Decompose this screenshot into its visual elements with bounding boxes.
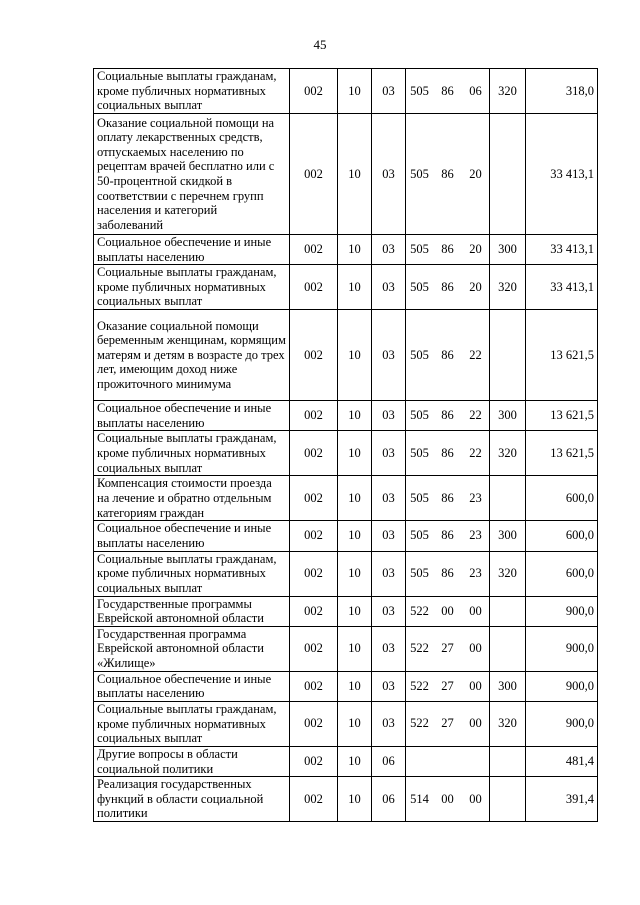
- section-code-cell: 10: [338, 114, 372, 235]
- target-article-part: 505: [410, 408, 429, 423]
- section-code-cell: 10: [338, 746, 372, 776]
- subsection-code-cell: 03: [372, 235, 406, 265]
- expense-type-cell: [490, 114, 526, 235]
- table-row: [94, 626, 598, 671]
- target-article-cell: [406, 521, 490, 551]
- table-row: [94, 596, 598, 626]
- expense-type-cell: [490, 626, 526, 671]
- target-article-cell: [406, 310, 490, 401]
- target-article-part: 86: [441, 279, 454, 294]
- subsection-code-cell: 03: [372, 551, 406, 596]
- ministry-code-cell: 002: [290, 671, 338, 701]
- section-code-cell: 10: [338, 265, 372, 310]
- target-article-part: 22: [469, 347, 482, 362]
- target-article-part: 23: [469, 528, 482, 543]
- target-article-part: 86: [441, 445, 454, 460]
- expense-type-cell: 320: [490, 265, 526, 310]
- ministry-code-cell: 002: [290, 596, 338, 626]
- target-article-part: 22: [469, 408, 482, 423]
- ministry-code-cell: 002: [290, 746, 338, 776]
- target-article-part: 522: [410, 641, 429, 656]
- table-row: [94, 476, 598, 521]
- expense-type-cell: 320: [490, 431, 526, 476]
- section-code-cell: 10: [338, 596, 372, 626]
- section-code-cell: 10: [338, 310, 372, 401]
- target-article-part: 522: [410, 678, 429, 693]
- target-article-part: 00: [441, 791, 454, 806]
- target-article-cell: [406, 114, 490, 235]
- subsection-code-cell: 03: [372, 671, 406, 701]
- table-row: [94, 235, 598, 265]
- subsection-code-cell: 06: [372, 746, 406, 776]
- target-article-part: 86: [441, 490, 454, 505]
- target-article-part: 86: [441, 83, 454, 98]
- expense-type-cell: [490, 476, 526, 521]
- amount-cell: 13 621,5: [526, 310, 598, 401]
- section-code-cell: 10: [338, 551, 372, 596]
- target-article-part: 00: [469, 716, 482, 731]
- expense-type-cell: [490, 310, 526, 401]
- table-row: [94, 777, 598, 822]
- ministry-code-cell: 002: [290, 777, 338, 822]
- table-row: [94, 521, 598, 551]
- row-name-cell: Компенсация стоимости проезда на лечение и обратно отдельным категориям граждан: [94, 476, 290, 521]
- target-article-part: 20: [469, 279, 482, 294]
- target-article-part: 505: [410, 242, 429, 257]
- target-article-cell: [406, 476, 490, 521]
- amount-cell: 900,0: [526, 701, 598, 746]
- amount-cell: 900,0: [526, 671, 598, 701]
- target-article-part: 20: [469, 242, 482, 257]
- target-article-cell: [406, 746, 490, 776]
- target-article-cell: [406, 431, 490, 476]
- row-name-cell: Реализация государственных функций в области социальной политики: [94, 777, 290, 822]
- target-article-part: 86: [441, 528, 454, 543]
- target-article-part: 505: [410, 166, 429, 181]
- amount-cell: 13 621,5: [526, 431, 598, 476]
- target-article-part: 505: [410, 528, 429, 543]
- target-article-cell: [406, 401, 490, 431]
- table-row: [94, 746, 598, 776]
- amount-cell: 391,4: [526, 777, 598, 822]
- amount-cell: 900,0: [526, 596, 598, 626]
- amount-cell: 33 413,1: [526, 235, 598, 265]
- target-article-part: 86: [441, 347, 454, 362]
- target-article-cell: [406, 777, 490, 822]
- section-code-cell: 10: [338, 476, 372, 521]
- amount-cell: 900,0: [526, 626, 598, 671]
- target-article-part: 522: [410, 716, 429, 731]
- row-name-cell: Социальные выплаты гражданам, кроме публичных нормативных социальных выплат: [94, 69, 290, 114]
- subsection-code-cell: 03: [372, 596, 406, 626]
- target-article-part: 86: [441, 166, 454, 181]
- target-article-cell: [406, 551, 490, 596]
- row-name-cell: Социальные выплаты гражданам, кроме публичных нормативных социальных выплат: [94, 551, 290, 596]
- target-article-cell: [406, 265, 490, 310]
- target-article-part: 505: [410, 566, 429, 581]
- ministry-code-cell: 002: [290, 401, 338, 431]
- target-article-part: 00: [469, 791, 482, 806]
- row-name-cell: Социальные выплаты гражданам, кроме публичных нормативных социальных выплат: [94, 701, 290, 746]
- section-code-cell: 10: [338, 235, 372, 265]
- subsection-code-cell: 03: [372, 476, 406, 521]
- amount-cell: 318,0: [526, 69, 598, 114]
- target-article-part: 23: [469, 566, 482, 581]
- target-article-part: 00: [441, 603, 454, 618]
- expense-type-cell: [490, 596, 526, 626]
- expense-type-cell: [490, 746, 526, 776]
- ministry-code-cell: 002: [290, 476, 338, 521]
- amount-cell: 600,0: [526, 521, 598, 551]
- target-article-part: 20: [469, 166, 482, 181]
- table-row: [94, 701, 598, 746]
- table-row: [94, 114, 598, 235]
- ministry-code-cell: 002: [290, 310, 338, 401]
- subsection-code-cell: 03: [372, 521, 406, 551]
- ministry-code-cell: 002: [290, 551, 338, 596]
- row-name-cell: Оказание социальной помощи на оплату лекарственных средств, отпускаемых населению по рецептам врачей бесплатно или с 50-процентной скидкой в соответствии с перечнем групп населения и категорий заболеваний: [94, 114, 290, 235]
- ministry-code-cell: 002: [290, 626, 338, 671]
- expense-type-cell: 300: [490, 671, 526, 701]
- row-name-cell: Социальное обеспечение и иные выплаты населению: [94, 671, 290, 701]
- ministry-code-cell: 002: [290, 521, 338, 551]
- section-code-cell: 10: [338, 671, 372, 701]
- target-article-part: 27: [441, 678, 454, 693]
- subsection-code-cell: 03: [372, 310, 406, 401]
- target-article-part: 86: [441, 408, 454, 423]
- subsection-code-cell: 03: [372, 431, 406, 476]
- table-row: [94, 265, 598, 310]
- target-article-part: 00: [469, 641, 482, 656]
- row-name-cell: Социальные выплаты гражданам, кроме публичных нормативных социальных выплат: [94, 265, 290, 310]
- section-code-cell: 10: [338, 431, 372, 476]
- target-article-part: 505: [410, 83, 429, 98]
- row-name-cell: Социальное обеспечение и иные выплаты населению: [94, 521, 290, 551]
- row-name-cell: Социальное обеспечение и иные выплаты населению: [94, 401, 290, 431]
- page-number: 45: [313, 37, 327, 52]
- target-article-part: 23: [469, 490, 482, 505]
- target-article-part: 505: [410, 347, 429, 362]
- row-name-cell: Государственная программа Еврейской автономной области «Жилище»: [94, 626, 290, 671]
- target-article-part: 86: [441, 242, 454, 257]
- ministry-code-cell: 002: [290, 114, 338, 235]
- target-article-part: 22: [469, 445, 482, 460]
- target-article-part: 522: [410, 603, 429, 618]
- target-article-part: 514: [410, 791, 429, 806]
- amount-cell: 481,4: [526, 746, 598, 776]
- target-article-part: 27: [441, 641, 454, 656]
- target-article-part: 06: [469, 83, 482, 98]
- target-article-cell: [406, 701, 490, 746]
- amount-cell: 33 413,1: [526, 265, 598, 310]
- target-article-part: 27: [441, 716, 454, 731]
- section-code-cell: 10: [338, 626, 372, 671]
- section-code-cell: 10: [338, 701, 372, 746]
- target-article-cell: [406, 235, 490, 265]
- table-row: [94, 69, 598, 114]
- target-article-part: 00: [469, 603, 482, 618]
- section-code-cell: 10: [338, 401, 372, 431]
- subsection-code-cell: 03: [372, 626, 406, 671]
- row-name-cell: Социальные выплаты гражданам, кроме публичных нормативных социальных выплат: [94, 431, 290, 476]
- target-article-part: 86: [441, 566, 454, 581]
- ministry-code-cell: 002: [290, 431, 338, 476]
- subsection-code-cell: 03: [372, 265, 406, 310]
- row-name-cell: Оказание социальной помощи беременным женщинам, кормящим матерям и детям в возрасте до трех лет, имеющим доход ниже прожиточного минимума: [94, 310, 290, 401]
- amount-cell: 600,0: [526, 476, 598, 521]
- target-article-cell: [406, 596, 490, 626]
- expense-type-cell: 320: [490, 701, 526, 746]
- amount-cell: 13 621,5: [526, 401, 598, 431]
- target-article-cell: [406, 671, 490, 701]
- target-article-cell: [406, 69, 490, 114]
- target-article-part: 00: [469, 678, 482, 693]
- expense-type-cell: [490, 777, 526, 822]
- subsection-code-cell: 03: [372, 114, 406, 235]
- target-article-part: 505: [410, 279, 429, 294]
- ministry-code-cell: 002: [290, 701, 338, 746]
- expense-type-cell: 300: [490, 235, 526, 265]
- target-article-cell: [406, 626, 490, 671]
- table-row: [94, 551, 598, 596]
- row-name-cell: Государственные программы Еврейской автономной области: [94, 596, 290, 626]
- table-row: [94, 401, 598, 431]
- section-code-cell: 10: [338, 777, 372, 822]
- subsection-code-cell: 06: [372, 777, 406, 822]
- target-article-part: 505: [410, 490, 429, 505]
- ministry-code-cell: 002: [290, 265, 338, 310]
- row-name-cell: Социальное обеспечение и иные выплаты населению: [94, 235, 290, 265]
- table-row: [94, 431, 598, 476]
- expense-type-cell: 320: [490, 69, 526, 114]
- subsection-code-cell: 03: [372, 69, 406, 114]
- ministry-code-cell: 002: [290, 235, 338, 265]
- target-article-part: 505: [410, 445, 429, 460]
- table-row: [94, 671, 598, 701]
- table-row: [94, 310, 598, 401]
- amount-cell: 600,0: [526, 551, 598, 596]
- row-name-cell: Другие вопросы в области социальной политики: [94, 746, 290, 776]
- amount-cell: 33 413,1: [526, 114, 598, 235]
- subsection-code-cell: 03: [372, 401, 406, 431]
- subsection-code-cell: 03: [372, 701, 406, 746]
- expense-type-cell: 320: [490, 551, 526, 596]
- expense-type-cell: 300: [490, 521, 526, 551]
- expense-type-cell: 300: [490, 401, 526, 431]
- section-code-cell: 10: [338, 69, 372, 114]
- ministry-code-cell: 002: [290, 69, 338, 114]
- budget-table: [93, 68, 598, 822]
- section-code-cell: 10: [338, 521, 372, 551]
